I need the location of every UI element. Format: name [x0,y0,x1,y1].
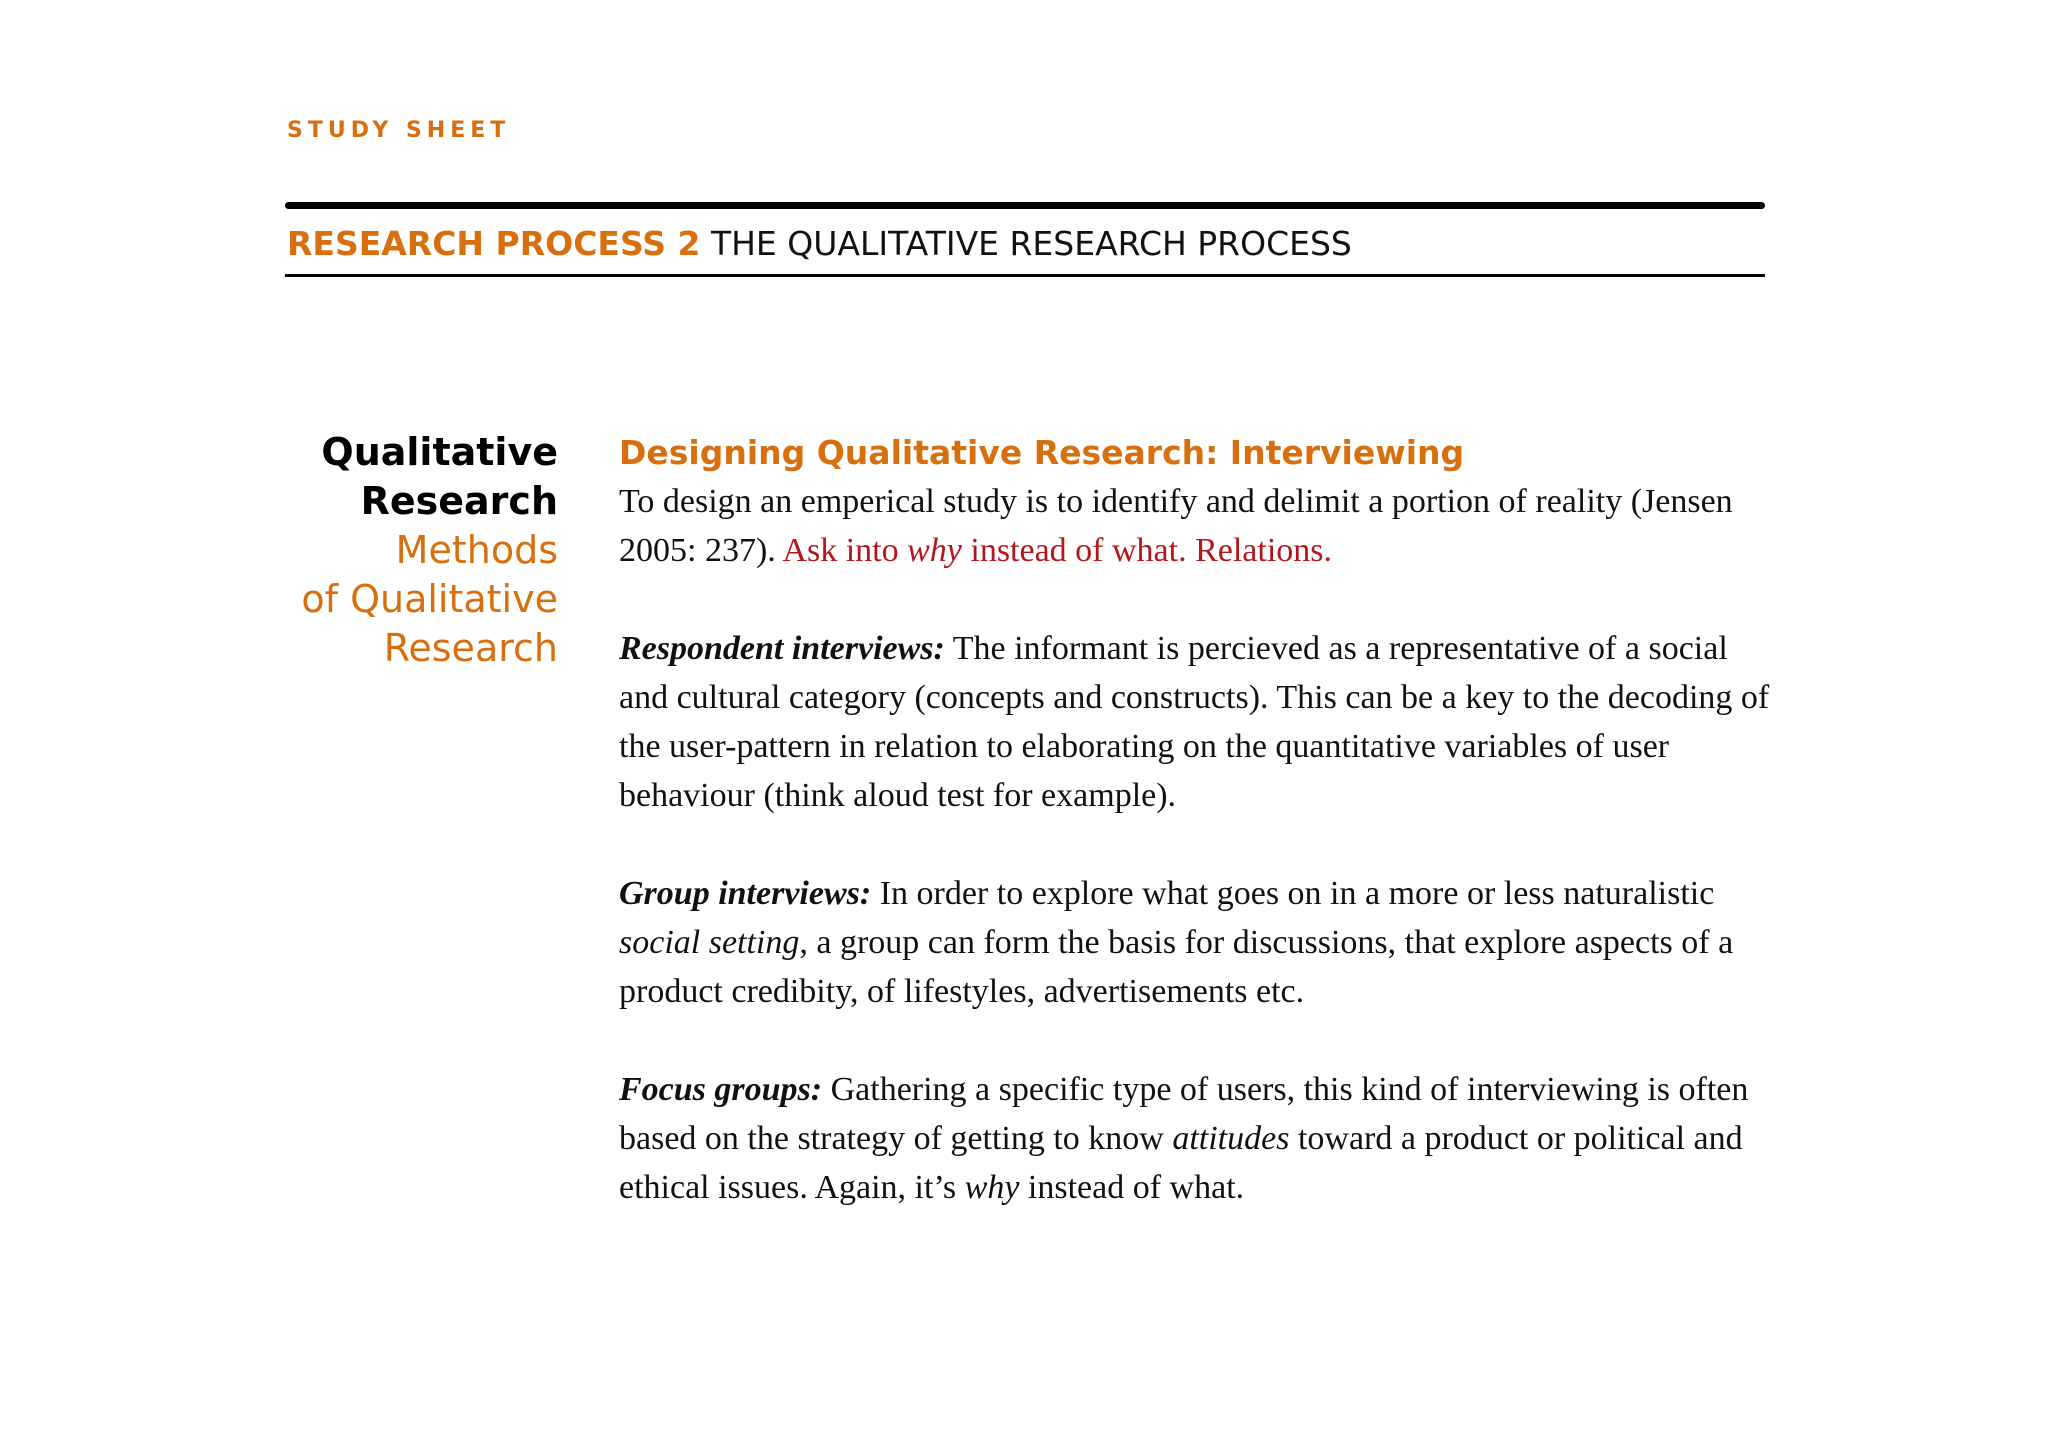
section-heading: Designing Qualitative Research: Interviewing [619,433,1465,472]
respondent-paragraph [619,624,1784,820]
focus-text-post: instead of what. [1019,1169,1245,1206]
intro-red-emphasis: why [907,532,962,569]
focus-text-pre: Gathering a specific type of users, this kind of interviewing is often based on the strategy of getting to know [619,1071,1749,1157]
nav-sub-line-3: Research [383,626,558,670]
group-text-post: , a group can form the basis for discussions, that explore aspects of a product credibity, of lifestyles, advertisements etc. [619,924,1734,1010]
intro-red-post: instead of what. Relations. [961,532,1333,569]
nav-current-line-1: Qualitative [321,430,558,474]
focus-term: Focus groups: [619,1071,823,1108]
respondent-term: Respondent interviews: [619,630,945,667]
nav-current-line-2: Research [360,479,558,523]
group-paragraph [619,869,1784,1016]
header-rule-thin [285,274,1765,277]
group-text-pre: In order to explore what goes on in a more or less naturalistic [871,875,1715,912]
group-term: Group interviews: [619,875,872,912]
nav-sub-line-2: of Qualitative [301,577,558,621]
group-emphasis: social setting [619,924,800,961]
page-title-accent: RESEARCH PROCESS 2 [287,224,701,263]
focus-emphasis-2: why [964,1169,1020,1206]
intro-paragraph [619,477,1784,575]
section-nav [280,428,558,673]
intro-text: To design an emperical study is to identify and delimit a portion of reality (Jensen 2005: 237). [619,483,1733,569]
header-rule-thick [285,202,1765,209]
focus-paragraph [619,1065,1784,1212]
intro-red-pre: Ask into [782,532,908,569]
respondent-text: The informant is percieved as a representative of a social and cultural category (concepts and constructs). This can be a key to the decoding of the user-pattern in relation to elaborating on the quantitative variables of user behaviour (think aloud test for example). [619,630,1770,814]
page-title-rest: THE QUALITATIVE RESEARCH PROCESS [710,224,1352,263]
nav-sub-line-1: Methods [395,528,558,572]
page-title [287,224,1352,263]
study-sheet-label: STUDY SHEET [287,118,511,143]
main-content [619,428,1784,1261]
focus-text-mid: toward a product or political and ethical issues. Again, it’s [619,1120,1743,1206]
focus-emphasis-1: attitudes [1172,1120,1290,1157]
